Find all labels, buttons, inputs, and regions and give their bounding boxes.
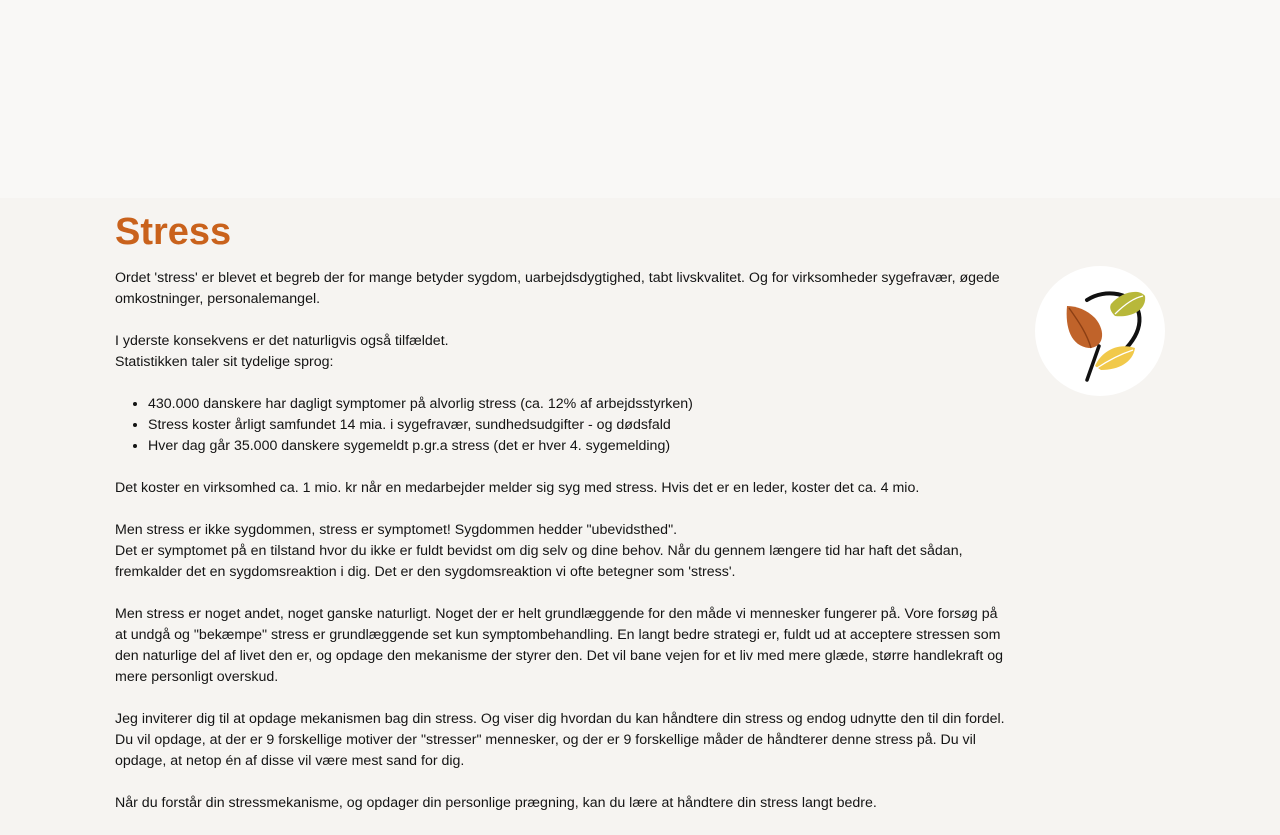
cost-paragraph: Det koster en virksomhed ca. 1 mio. kr når en medarbejder melder sig syg med stress. Hvis det er en leder, koster det ca. 4 mio.	[115, 480, 920, 496]
list-item: • 430.000 danskere har dagligt symptomer på alvorlig stress (ca. 12% af arbejdsstyrken)	[148, 394, 1010, 415]
logo	[1035, 266, 1165, 396]
invite-paragraph	[115, 709, 1010, 772]
consequence-line-1: I yderste konsekvens er det naturligvis også tilfældet.	[115, 333, 449, 349]
page-title: Stress	[115, 211, 232, 253]
invite-line-2: Du vil opdage, at der er 9 forskellige motiver der "stresser" mennesker, og der er 9 forskellige måder de håndterer denne stress på. Du vil opdage, at netop én af disse vil være mest sand for dig.	[115, 732, 976, 769]
main-content	[115, 208, 1010, 835]
symptom-line-2: Det er symptomet på en tilstand hvor du ikke er fuldt bevidst om dig selv og dine behov. Når du gennem længere tid har haft det sådan, fremkalder det en sygdomsreaktion i dig. Det er den sygdomsreaktion vi ofte betegner som 'stress'.	[115, 543, 963, 580]
leaves-logo-icon	[1035, 266, 1165, 396]
stats-list	[115, 394, 1010, 457]
symptom-paragraph	[115, 520, 1010, 583]
list-item: • Hver dag går 35.000 danskere sygemeldt p.gr.a stress (det er hver 4. sygemelding)	[148, 436, 1010, 457]
header-band	[0, 0, 1280, 198]
final-paragraph: Når du forstår din stressmekanisme, og opdager din personlige prægning, kan du lære at håndtere din stress langt bedre.	[115, 795, 877, 811]
natural-paragraph: Men stress er noget andet, noget ganske naturligt. Noget der er helt grundlæggende for den måde vi mennesker fungerer på. Vore forsøg på at undgå og "bekæmpe" stress er grundlæggende set kun symptombehandling. En langt bedre strategi er, fuldt ud at acceptere stressen som den naturlige del af livet den er, og opdage den mekanisme der styrer den. Det vil bane vejen for et liv med mere glæde, større handlekraft og mere personligt overskud.	[115, 606, 1003, 685]
invite-line-1: Jeg inviterer dig til at opdage mekanismen bag din stress. Og viser dig hvordan du kan håndtere din stress og endog udnytte den til din fordel.	[115, 711, 1005, 727]
consequence-line-2: Statistikken taler sit tydelige sprog:	[115, 354, 334, 370]
consequence-paragraph	[115, 331, 1010, 373]
symptom-line-1: Men stress er ikke sygdommen, stress er symptomet! Sygdommen hedder "ubevidsthed".	[115, 522, 678, 538]
list-item: • Stress koster årligt samfundet 14 mia. i sygefravær, sundhedsudgifter - og dødsfald	[148, 415, 1010, 436]
intro-paragraph: Ordet 'stress' er blevet et begreb der for mange betyder sygdom, uarbejdsdygtighed, tabt livskvalitet. Og for virksomheder sygefravær, øgede omkostninger, personalemangel.	[115, 270, 1000, 307]
